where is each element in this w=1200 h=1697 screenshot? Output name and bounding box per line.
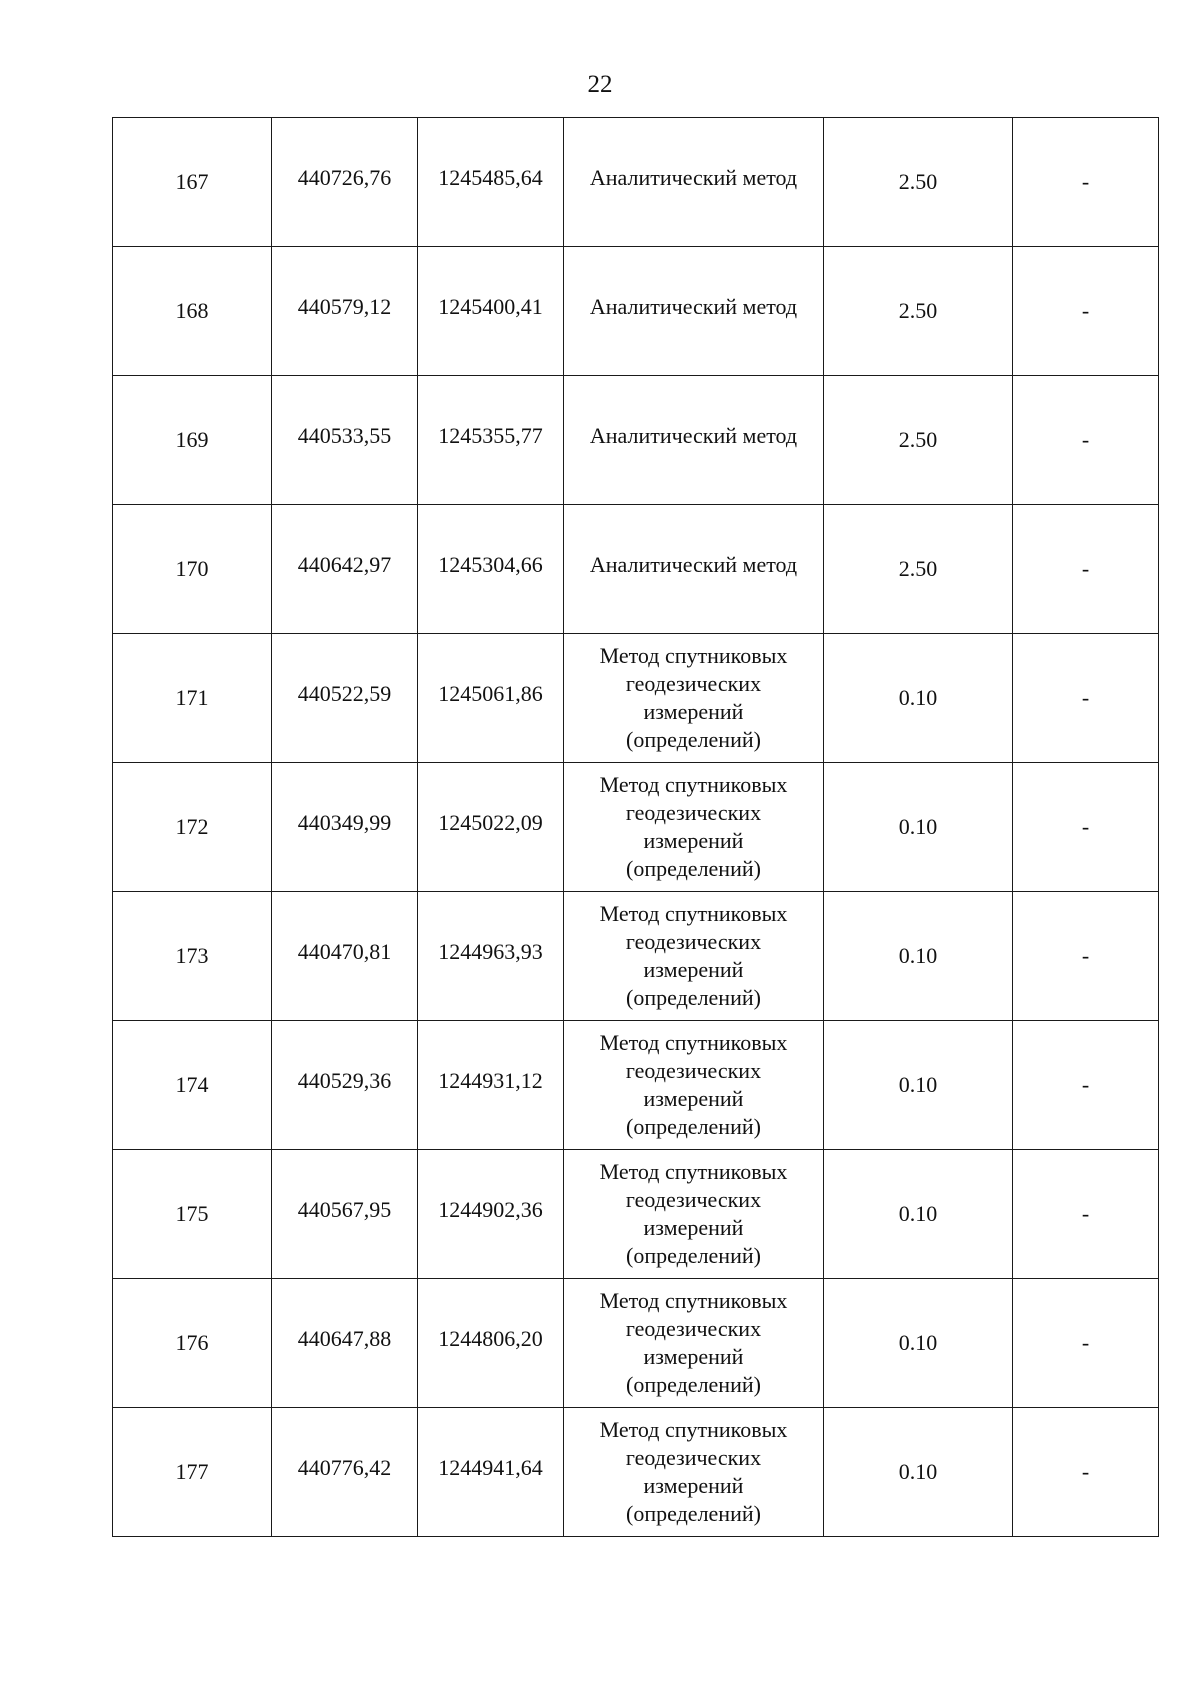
point-number-cell: 175 [113, 1150, 272, 1279]
point-number-cell: 168 [113, 247, 272, 376]
y-coordinate-value: 1245061,86 [438, 681, 543, 706]
x-coordinate-cell [272, 1021, 418, 1150]
precision-cell: 0.10 [824, 1279, 1013, 1408]
coordinates-table-body [113, 118, 1159, 1537]
x-coordinate-value: 440567,95 [297, 1197, 392, 1222]
x-coordinate-value: 440647,88 [297, 1326, 392, 1351]
method-value: Метод спутниковых геодезических измерений (определений) [599, 1030, 788, 1139]
method-cell [564, 634, 824, 763]
x-coordinate-value: 440642,97 [297, 552, 392, 577]
method-value: Метод спутниковых геодезических измерений (определений) [599, 772, 788, 881]
x-coordinate-value: 440579,12 [297, 294, 392, 319]
precision-cell: 0.10 [824, 1408, 1013, 1537]
method-cell [564, 1021, 824, 1150]
x-coordinate-value: 440529,36 [297, 1068, 392, 1093]
y-coordinate-value: 1244931,12 [438, 1068, 543, 1093]
method-value: Аналитический метод [589, 423, 798, 448]
table-row [113, 1150, 1159, 1279]
table-row [113, 763, 1159, 892]
point-number-cell: 174 [113, 1021, 272, 1150]
y-coordinate-cell [418, 505, 564, 634]
y-coordinate-value: 1245355,77 [438, 423, 543, 448]
extra-cell: - [1013, 376, 1159, 505]
y-coordinate-value: 1245022,09 [438, 810, 543, 835]
table-row [113, 1021, 1159, 1150]
point-number-cell: 176 [113, 1279, 272, 1408]
point-number-cell: 173 [113, 892, 272, 1021]
x-coordinate-cell [272, 505, 418, 634]
method-value: Аналитический метод [589, 294, 798, 319]
y-coordinate-value: 1245400,41 [438, 294, 543, 319]
method-cell [564, 1408, 824, 1537]
extra-cell: - [1013, 1150, 1159, 1279]
method-value: Метод спутниковых геодезических измерений (определений) [599, 1159, 788, 1268]
y-coordinate-cell [418, 376, 564, 505]
coordinates-table [112, 117, 1159, 1537]
table-row [113, 118, 1159, 247]
y-coordinate-value: 1244963,93 [438, 939, 543, 964]
x-coordinate-cell [272, 1408, 418, 1537]
table-row [113, 1279, 1159, 1408]
table-row [113, 376, 1159, 505]
precision-cell: 2.50 [824, 247, 1013, 376]
y-coordinate-cell [418, 763, 564, 892]
x-coordinate-cell [272, 634, 418, 763]
table-row [113, 505, 1159, 634]
point-number-cell: 169 [113, 376, 272, 505]
x-coordinate-cell [272, 763, 418, 892]
method-value: Метод спутниковых геодезических измерений (определений) [599, 1288, 788, 1397]
extra-cell: - [1013, 247, 1159, 376]
extra-cell: - [1013, 1279, 1159, 1408]
precision-cell: 0.10 [824, 634, 1013, 763]
method-value: Метод спутниковых геодезических измерений (определений) [599, 901, 788, 1010]
y-coordinate-cell [418, 247, 564, 376]
point-number-cell: 172 [113, 763, 272, 892]
x-coordinate-value: 440726,76 [297, 165, 392, 190]
method-cell [564, 247, 824, 376]
y-coordinate-cell [418, 1150, 564, 1279]
method-value: Метод спутниковых геодезических измерений (определений) [599, 643, 788, 752]
point-number-cell: 171 [113, 634, 272, 763]
extra-cell: - [1013, 634, 1159, 763]
precision-cell: 0.10 [824, 1021, 1013, 1150]
table-row [113, 892, 1159, 1021]
x-coordinate-cell [272, 118, 418, 247]
precision-cell: 2.50 [824, 505, 1013, 634]
extra-cell: - [1013, 1021, 1159, 1150]
point-number-cell: 177 [113, 1408, 272, 1537]
y-coordinate-value: 1244902,36 [438, 1197, 543, 1222]
precision-cell: 0.10 [824, 892, 1013, 1021]
table-row [113, 247, 1159, 376]
y-coordinate-cell [418, 1021, 564, 1150]
x-coordinate-value: 440522,59 [297, 681, 392, 706]
point-number-cell: 167 [113, 118, 272, 247]
extra-cell: - [1013, 763, 1159, 892]
x-coordinate-value: 440349,99 [297, 810, 392, 835]
x-coordinate-value: 440776,42 [297, 1455, 392, 1480]
precision-cell: 2.50 [824, 376, 1013, 505]
y-coordinate-cell [418, 1408, 564, 1537]
x-coordinate-value: 440470,81 [297, 939, 392, 964]
extra-cell: - [1013, 505, 1159, 634]
x-coordinate-cell [272, 376, 418, 505]
x-coordinate-value: 440533,55 [297, 423, 392, 448]
y-coordinate-cell [418, 118, 564, 247]
extra-cell: - [1013, 1408, 1159, 1537]
y-coordinate-value: 1245485,64 [438, 165, 543, 190]
page-number: 22 [587, 71, 613, 98]
y-coordinate-value: 1244806,20 [438, 1326, 543, 1351]
y-coordinate-value: 1245304,66 [438, 552, 543, 577]
method-cell [564, 505, 824, 634]
table-row [113, 634, 1159, 763]
method-cell [564, 118, 824, 247]
method-value: Аналитический метод [589, 552, 798, 577]
method-cell [564, 763, 824, 892]
extra-cell: - [1013, 892, 1159, 1021]
method-value: Аналитический метод [589, 165, 798, 190]
y-coordinate-value: 1244941,64 [438, 1455, 543, 1480]
x-coordinate-cell [272, 1150, 418, 1279]
precision-cell: 0.10 [824, 1150, 1013, 1279]
y-coordinate-cell [418, 1279, 564, 1408]
precision-cell: 2.50 [824, 118, 1013, 247]
y-coordinate-cell [418, 892, 564, 1021]
y-coordinate-cell [418, 634, 564, 763]
method-value: Метод спутниковых геодезических измерений (определений) [599, 1417, 788, 1526]
x-coordinate-cell [272, 247, 418, 376]
method-cell [564, 892, 824, 1021]
table-row [113, 1408, 1159, 1537]
method-cell [564, 1279, 824, 1408]
extra-cell: - [1013, 118, 1159, 247]
precision-cell: 0.10 [824, 763, 1013, 892]
point-number-cell: 170 [113, 505, 272, 634]
x-coordinate-cell [272, 892, 418, 1021]
method-cell [564, 376, 824, 505]
x-coordinate-cell [272, 1279, 418, 1408]
method-cell [564, 1150, 824, 1279]
